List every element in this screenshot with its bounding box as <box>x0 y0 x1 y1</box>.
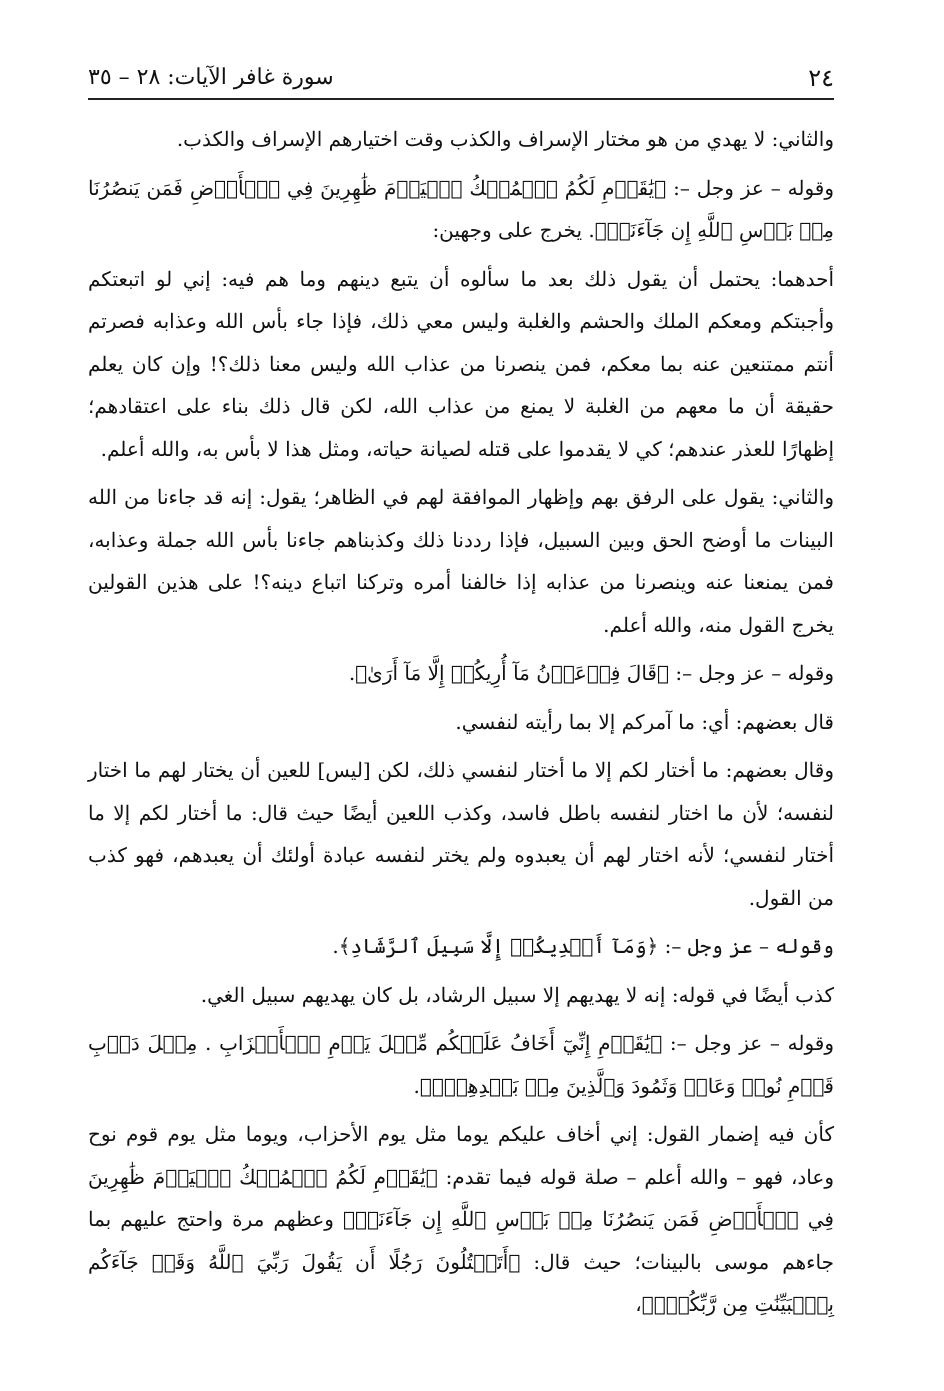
running-title: سورة غافر الآيات: ٢٨ – ٣٥ <box>88 65 334 90</box>
page-number: ٢٤ <box>808 64 834 92</box>
page-body <box>88 118 834 1326</box>
book-page <box>88 58 834 1358</box>
paragraph: قال بعضهم: أي: ما آمركم إلا بما رأيته لنفسي. <box>455 709 834 734</box>
paragraph: وقوله – عز وجل –: ﴿يَٰقَوۡمِ إِنِّيٓ أَخَافُ عَلَيۡكُم مِّثۡلَ يَوۡمِ ٱلۡأَحۡزَابِ . مِثۡلَ دَأۡبِ قَوۡمِ نُوحٖ وَعَادٖ وَثَمُودَ وَٱلَّذِينَ مِنۢ بَعۡدِهِمۡۚ﴾. <box>88 1031 834 1098</box>
paragraph: والثاني: لا يهدي من هو مختار الإسراف والكذب وقت اختيارهم الإسراف والكذب. <box>176 127 834 151</box>
paragraph: وقال بعضهم: ما أختار لكم إلا ما أختار لنفسي ذلك، لكن [ليس] للعين أن يختار لهم ما اختار لنفسه؛ لأن ما اختار لنفسه باطل فاسد، وكذب اللعين أيضًا حيث قال: ما أختار لكم إلا ما أختار لنفسي؛ لأنه اختار لهم أن يعبدوه ولم يختر لنفسه عبادة أولئك أن يعبدهم، فهو كذب من القول. <box>88 758 834 910</box>
paragraph: كأن فيه إضمار القول: إني أخاف عليكم يوما مثل يوم الأحزاب، ويوما مثل يوم قوم نوح وعاد، فهو – والله أعلم – صلة قوله فيما تقدم: ﴿يَٰقَوۡمِ لَكُمُ ٱلۡمُلۡكُ ٱلۡيَوۡمَ ظَٰهِرِينَ فِي ٱلۡأَرۡضِ فَمَن يَنصُرُنَا مِنۢ بَأۡسِ ٱللَّهِ إِن جَآءَنَاۚ﴾ وعظهم مرة واحتج عليهم بما جاءهم موسى بالبينات؛ حيث قال: ﴿أَتَقۡتُلُونَ رَجُلًا أَن يَقُولَ رَبِّيَ ٱللَّهُ وَقَدۡ جَآءَكُم بِٱلۡبَيِّنَٰتِ مِن رَّبِّكُمۡۖ﴾، <box>88 1122 834 1316</box>
paragraph: كذب أيضًا في قوله: إنه لا يهديهم إلا سبيل الرشاد، بل كان يهديهم سبيل الغي. <box>200 982 834 1007</box>
running-header <box>88 58 834 100</box>
paragraph: وقوله – عز وجل –: ﴿وَمَآ أَهۡدِيكُمۡ إِلَّا سَبِيلَ ٱلرَّشَادِ﴾. <box>332 934 834 958</box>
paragraph: وقوله – عز وجل –: ﴿يَٰقَوۡمِ لَكُمُ ٱلۡمُلۡكُ ٱلۡيَوۡمَ ظَٰهِرِينَ فِي ٱلۡأَرۡضِ فَمَن يَنصُرُنَا مِنۢ بَأۡسِ ٱللَّهِ إِن جَآءَنَاۚ﴾. يخرج على وجهين: <box>88 175 834 242</box>
paragraph: أحدهما: يحتمل أن يقول ذلك بعد ما سألوه أن يتبع دينهم وما هم فيه: إني لو اتبعتكم وأجبتكم ومعكم الملك والحشم والغلبة وليس معي ذلك، فإذا جاء بأس الله وعذابه فصرتم أنتم ممتنعين عنه بما معكم، فمن ينصرنا من عذاب الله وليس معنا ذلك؟! وإن كان يعلم حقيقة أن ما معهم من الغلبة لا يمنع من عذاب الله، لكن قال ذلك بناء على اعتقادهم؛ إظهارًا للعذر عندهم؛ كي لا يقدموا على قتله لصيانة حياته، ومثل هذا لا بأس به، والله أعلم. <box>88 266 834 461</box>
paragraph: وقوله – عز وجل –: ﴿قَالَ فِرۡعَوۡنُ مَآ أُرِيكُمۡ إِلَّا مَآ أَرَىٰ﴾. <box>348 661 834 685</box>
paragraph: والثاني: يقول على الرفق بهم وإظهار الموافقة لهم في الظاهر؛ يقول: إنه قد جاءنا من الله البينات ما أوضح الحق وبين السبيل، فإذا رددنا ذلك وكذبناهم جاءنا بأس الله جملة وعذابه، فمن يمنعنا عنه وينصرنا من عذابه إذا خالفنا أمره وتركنا اتباع دينه؟! على هذين القولين يخرج القول منه، والله أعلم. <box>88 485 834 637</box>
